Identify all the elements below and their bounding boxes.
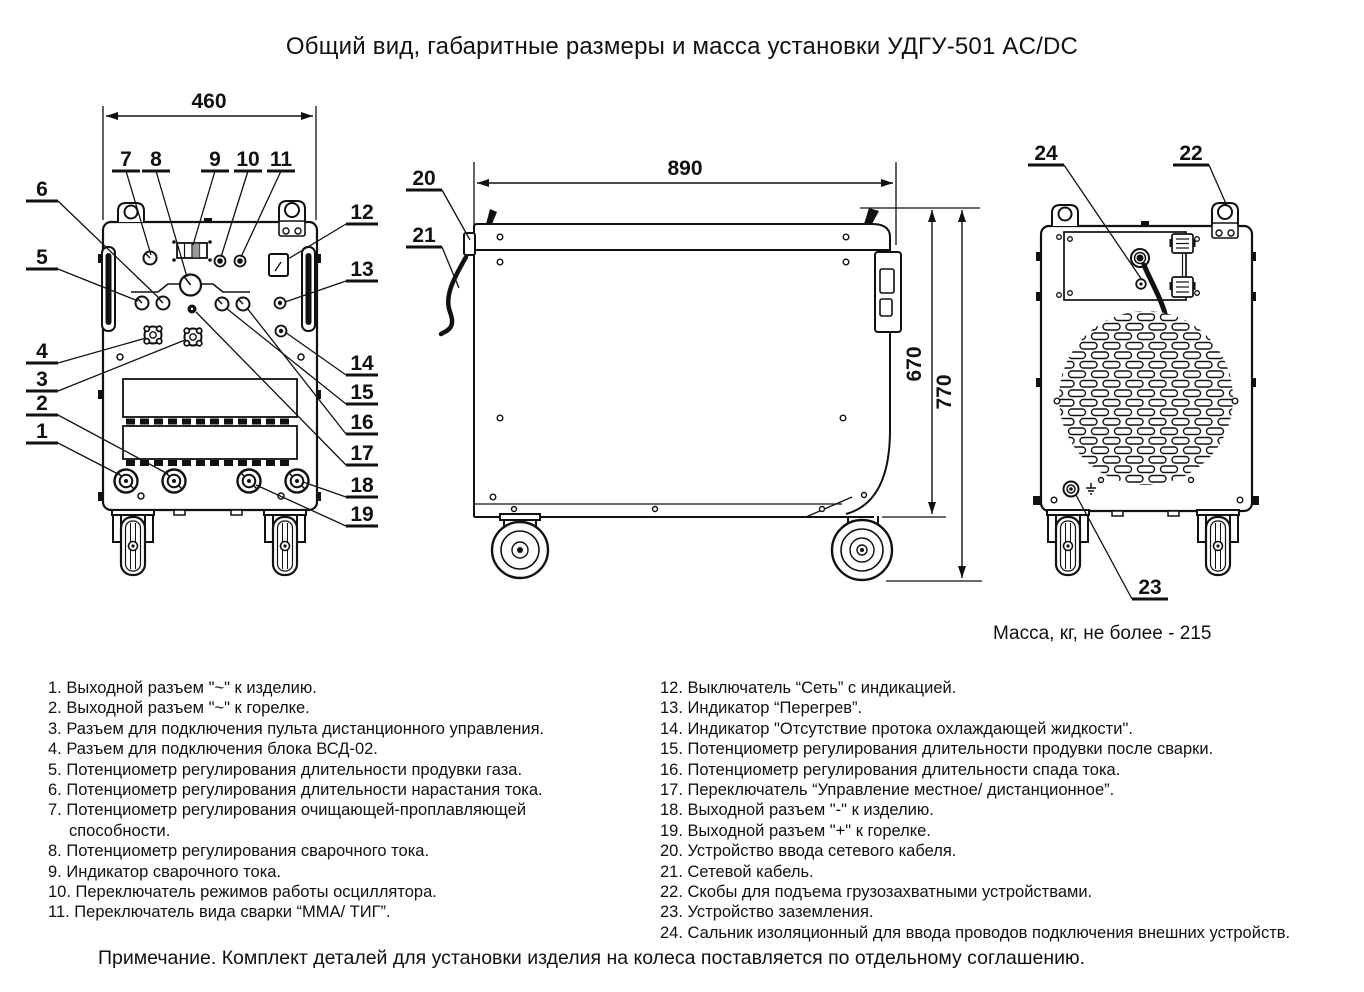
svg-text:10: 10 [236,148,260,171]
power-switch-12 [269,254,288,276]
svg-text:19: 19 [350,503,374,526]
svg-text:2: 2 [36,392,48,415]
svg-text:7: 7 [120,148,132,171]
front-wheel-right [264,510,306,575]
legend-column-left [48,678,600,923]
side-top-rail [474,224,890,250]
vsd02-connector-4 [144,326,162,344]
svg-text:22: 22 [1179,142,1203,165]
footnote: Примечание. Комплект деталей для установки изделия на колеса поставляется по отдельному соглашению. [98,947,1086,969]
legend-column-right [660,678,1350,943]
legend-item-11: 11. Переключатель вида сварки “ММА/ ТИГ”. [48,903,391,922]
legend-item-13: 13. Индикатор “Перегрев”. [660,699,863,718]
legend-item-8: 8. Потенциометр регулирования сварочного тока. [48,842,430,861]
svg-text:16: 16 [350,411,374,434]
legend-item-3: 3. Разъем для подключения пульта дистанционного управления. [48,719,545,738]
side-view [406,157,982,581]
callout-22 [1173,142,1227,206]
dim-670: 670 [903,346,926,382]
legend-item-22: 22. Скобы для подъема грузозахватными устройствами. [660,883,1093,902]
legend-item-19: 19. Выходной разъем "+" к горелке. [660,821,931,840]
output-connector-18 [286,470,309,493]
svg-text:4: 4 [36,340,48,363]
back-lifting-lug-22 [1212,203,1238,238]
svg-text:1: 1 [36,420,48,443]
legend-item-17: 17. Переключатель “Управление местное/ дистанционное”. [660,781,1115,800]
side-lug-rear [864,208,879,224]
ground-stud-23 [1064,482,1079,497]
cable-entry-device-20 [464,233,475,255]
side-lug-front [486,209,497,224]
coolant-indicator-14 [276,326,287,337]
front-handle-right [302,247,315,331]
current-display [172,240,212,262]
output-connector-19 [238,470,261,493]
svg-text:21: 21 [412,224,436,247]
legend-item-10: 10. Переключатель режимов работы осциллятора. [48,883,437,902]
legend-item-2: 2. Выходной разъем "~" к горелке. [48,699,310,718]
legend-item-14: 14. Индикатор "Отсутствие протока охлаждающей жидкости". [660,719,1133,738]
svg-text:23: 23 [1138,576,1162,599]
side-rear-edge [846,332,890,514]
back-wheel-left [1047,510,1089,575]
front-view [26,90,378,575]
svg-text:18: 18 [350,474,374,497]
svg-text:11: 11 [269,148,293,171]
side-wheel-rear [832,516,892,580]
legend-item-7: 7. Потенциометр регулирования очищающей-проплавляющей способности. [48,801,527,840]
dim-890: 890 [667,157,703,180]
legend-item-4: 4. Разъем для подключения блока ВСД-02. [48,740,378,759]
power-cable-21 [441,257,466,334]
svg-text:6: 6 [36,178,48,201]
remote-connector-3 [184,328,202,346]
oscillator-mode-switch-10 [215,256,226,267]
legend-item-6: 6. Потенциометр регулирования длительности нарастания тока. [48,781,543,800]
svg-text:15: 15 [350,381,374,404]
dim-460: 460 [191,90,227,113]
control-toggle-17 [188,305,197,314]
legend-item-12: 12. Выключатель “Сеть” с индикацией. [660,679,957,697]
legend-item-1: 1. Выходной разъем "~" к изделию. [48,679,317,697]
legend-item-24: 24. Сальник изоляционный для ввода проводов подключения внешних устройств. [660,923,1291,942]
legend-item-20: 20. Устройство ввода сетевого кабеля. [660,842,957,861]
callout-21 [406,224,459,288]
back-lifting-lug-left [1052,205,1078,226]
overheat-indicator-13 [275,298,286,309]
svg-text:12: 12 [350,201,374,224]
svg-text:8: 8 [150,148,162,171]
front-wheel-left [112,510,154,575]
legend-item-18: 18. Выходной разъем "-" к изделию. [660,801,934,820]
output-connector-1 [115,470,138,493]
svg-text:14: 14 [350,352,374,375]
side-rear-handle [875,252,901,332]
svg-text:5: 5 [36,246,48,269]
mass-note: Масса, кг, не более - 215 [993,623,1212,644]
back-view [1028,142,1259,599]
knob-5 [136,297,149,310]
page-title: Общий вид, габаритные размеры и масса установки УДГУ-501 AC/DC [285,33,1079,60]
legend-item-15: 15. Потенциометр регулирования длительности продувки после сварки. [660,740,1214,759]
svg-text:13: 13 [350,258,374,281]
insulating-seal-24 [1136,279,1146,289]
svg-text:17: 17 [350,442,374,465]
dim-770: 770 [933,374,956,410]
legend-item-21: 21. Сетевой кабель. [660,862,814,881]
terminal-block-lower [1170,277,1196,297]
legend-item-5: 5. Потенциометр регулирования длительности продувки газа. [48,760,523,779]
legend-item-23: 23. Устройство заземления. [660,903,874,922]
svg-text:24: 24 [1034,142,1058,165]
side-caster-front [492,514,548,578]
svg-text:3: 3 [36,368,48,391]
weld-type-switch-11 [235,256,246,267]
svg-text:9: 9 [209,148,221,171]
knob-6 [157,297,170,310]
svg-text:20: 20 [412,167,436,190]
fan-grille [1059,311,1233,485]
legend-item-9: 9. Индикатор сварочного тока. [48,862,282,881]
legend-item-16: 16. Потенциометр регулирования длительности спада тока. [660,760,1121,779]
terminal-block-upper [1170,234,1196,253]
front-lifting-lug-right [279,201,305,236]
back-wheel-right [1197,510,1239,575]
